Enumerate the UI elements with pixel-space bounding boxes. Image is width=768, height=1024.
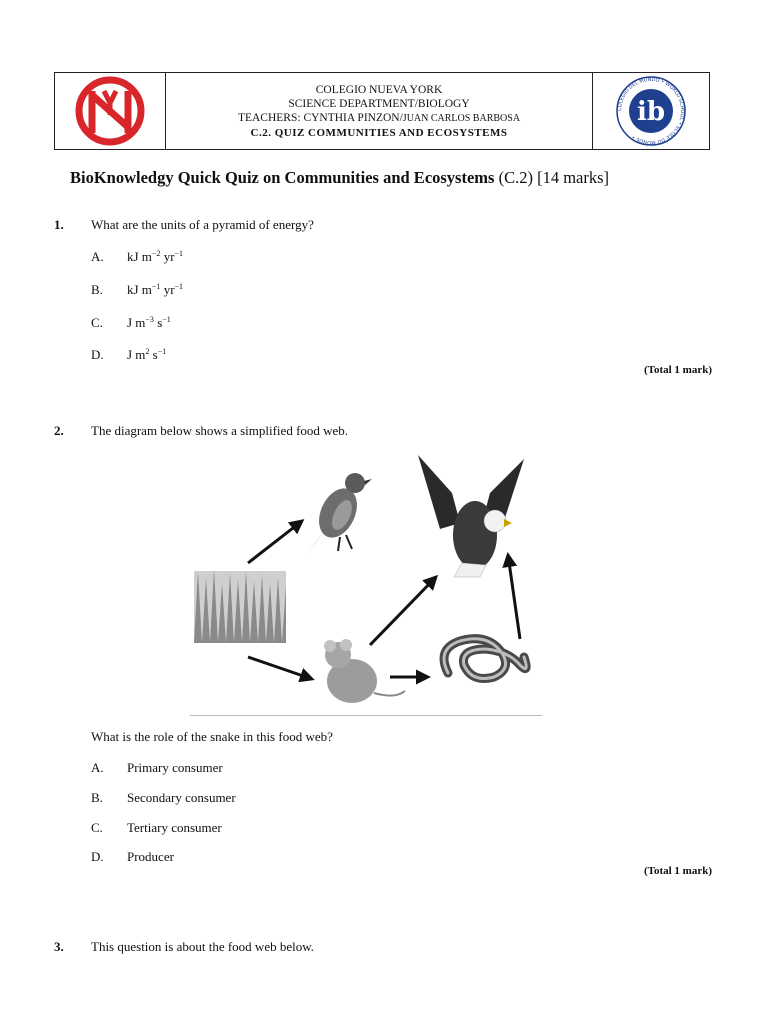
cny-logo-icon xyxy=(70,75,150,147)
q1-option-b-letter: B. xyxy=(91,282,103,297)
document-header xyxy=(54,72,710,150)
q1-total-marks: (Total 1 mark) xyxy=(643,364,712,376)
ib-logo-cell xyxy=(592,73,709,149)
department-name: SCIENCE DEPARTMENT/BIOLOGY xyxy=(288,97,470,110)
ib-text: ib xyxy=(636,97,666,127)
quiz-title-main: BioKnowledgy Quick Quiz on Communities and Ecosystems xyxy=(70,168,495,187)
q1-option-c-text: J $m^{-3}$ $s^{-1}$ xyxy=(127,315,171,330)
q1-option-b-text: kJ $m^{-1}$ $yr^{-1}$ xyxy=(127,282,184,297)
q1-option-c-letter: C. xyxy=(91,315,103,330)
q2-total-marks: (Total 1 mark) xyxy=(643,865,712,877)
q1-option-a-text: kJ $m^{-2}$ $yr^{-1}$ xyxy=(127,249,184,264)
quiz-title xyxy=(70,168,609,188)
question-1-text: What are the units of a pyramid of energy? xyxy=(91,217,314,232)
q2-option-d-letter: D. xyxy=(91,849,104,864)
q2-option-c-letter: C. xyxy=(91,820,103,835)
bird-icon xyxy=(308,473,372,553)
quiz-title-marks: [14 marks] xyxy=(537,168,610,187)
q1-option-d-letter: D. xyxy=(91,347,104,362)
question-3-number: 3. xyxy=(54,939,64,954)
q2-option-a-text: Primary consumer xyxy=(127,760,223,775)
food-web-diagram xyxy=(190,453,542,716)
question-3-text: This question is about the food web below. xyxy=(91,939,315,954)
q2-option-a-letter: A. xyxy=(91,760,104,775)
q2-option-c-text: Tertiary consumer xyxy=(127,820,222,835)
q2-option-b-letter: B. xyxy=(91,790,103,805)
q2-option-d-text: Producer xyxy=(127,849,174,864)
header-text xyxy=(166,73,592,149)
q1-option-d-text: J $m^2$ $s^{-1}$ xyxy=(127,347,167,362)
question-2-number: 2. xyxy=(54,423,64,438)
snake-icon xyxy=(444,639,526,679)
svg-text:COLEGIO DEL MUNDO • WORLD SCHO: COLEGIO DEL MUNDO • WORLD SCHOOL • ÉCOLE DU MONDE • xyxy=(616,76,686,146)
school-name: COLEGIO NUEVA YORK xyxy=(315,83,443,96)
q1-option-a-letter: A. xyxy=(91,249,104,264)
teachers-label: TEACHERS: CYNTHIA PINZON/ xyxy=(237,111,403,124)
quiz-code-line: C.2. QUIZ COMMUNITIES AND ECOSYSTEMS xyxy=(250,126,508,139)
question-2-prompt: What is the role of the snake in this food web? xyxy=(91,729,333,744)
ib-world-school-logo-icon xyxy=(609,75,693,147)
grass-icon xyxy=(194,569,286,643)
question-1-number: 1. xyxy=(54,217,64,232)
mouse-icon xyxy=(324,639,405,703)
q2-option-b-text: Secondary consumer xyxy=(127,790,236,805)
teacher-second: JUAN CARLOS BARBOSA xyxy=(402,112,521,124)
teachers-line xyxy=(238,111,520,126)
quiz-title-code: (C.2) xyxy=(498,168,533,187)
question-2-text: The diagram below shows a simplified food web. xyxy=(91,423,349,438)
school-logo-cell xyxy=(55,73,166,149)
